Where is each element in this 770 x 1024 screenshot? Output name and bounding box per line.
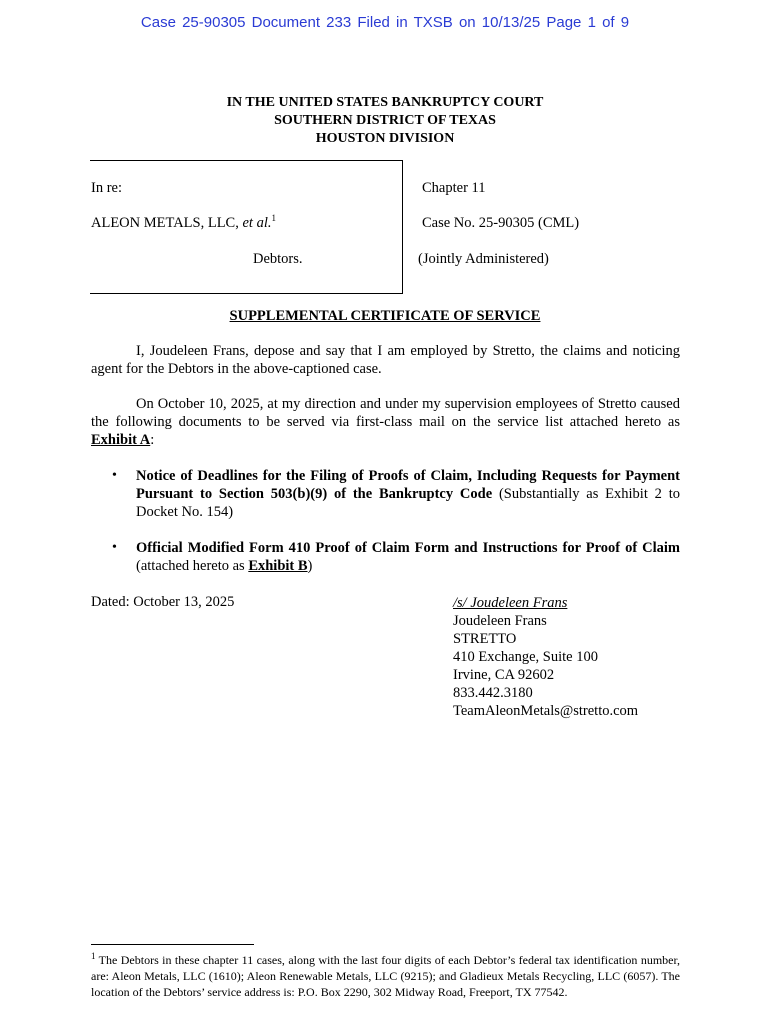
paragraph-2 [91,395,680,449]
signer-company: STRETTO [453,631,517,647]
court-line-2: SOUTHERN DISTRICT OF TEXAS [274,113,496,128]
filing-stamp-header: Case 25-90305 Document 233 Filed in TXSB on 10/13/25 Page 1 of 9 [140,14,630,31]
footnote-ref: 1 [271,213,276,224]
footnote-text: The Debtors in these chapter 11 cases, along with the last four digits of each Debtor’s federal tax identification number, are: Aleon Metals, LLC (1610); Aleon Renewable Metals, LLC (9215); and Gladieux Metals Recycling, LLC (6057). The location of the Debtors’ service address is: P.O. Box 2290, 302 Midway Road, Freeport, TX 77542. [91,953,680,999]
exhibit-b-ref: Exhibit B [248,558,308,574]
bullet-2-pre: (attached hereto as [136,558,249,574]
bullet-item-1 [136,467,680,521]
jointly-administered: (Jointly Administered) [418,251,549,267]
debtors-label: Debtors. [253,251,303,267]
court-line-1: IN THE UNITED STATES BANKRUPTCY COURT [226,95,544,110]
signer-email: TeamAleonMetals@stretto.com [453,703,639,719]
footnote-divider [91,944,254,945]
bullet-2-post: ) [307,558,313,574]
paragraph-2-text: On October 10, 2025, at my direction and under my supervision employees of Stretto caused the following documents to be served via first-class mail on the service list attached hereto as [91,396,680,430]
chapter-label: Chapter 11 [422,180,486,196]
footnote-number: 1 [91,951,96,961]
bullet-dot-1: • [112,468,117,483]
paragraph-1: I, Joudeleen Frans, depose and say that I am employed by Stretto, the claims and noticing agent for the Debtors in the above-captioned case. [91,343,680,377]
et-al-text: et al. [242,215,272,231]
bullet-2-bold: Official Modified Form 410 Proof of Claim Form and Instructions for Proof of Claim [136,540,680,556]
bullet-1-normal: (Substantially as Exhibit 2 to Docket No. 154) [136,486,680,520]
case-number: Case No. 25-90305 (CML) [422,215,580,231]
bullet-item-2 [136,539,680,575]
court-heading [0,94,770,148]
court-line-3: HOUSTON DIVISION [315,131,455,146]
debtor-name-text: ALEON METALS, LLC, [91,215,243,231]
bullet-1-bold: Notice of Deadlines for the Filing of Proofs of Claim, Including Requests for Payment Pursuant to Section 503(b)(9) of the Bankruptcy Code [136,468,680,502]
signer-phone: 833.442.3180 [453,685,533,701]
in-re-label: In re: [91,180,122,196]
signature-line: /s/ Joudeleen Frans [453,595,568,611]
dated-line: Dated: October 13, 2025 [91,594,235,610]
signer-address-1: 410 Exchange, Suite 100 [453,649,598,665]
paragraph-2-end: : [150,432,155,448]
bullet-dot-2: • [112,540,117,555]
debtor-name [91,215,276,232]
exhibit-a-ref: Exhibit A [91,432,151,448]
document-title: SUPPLEMENTAL CERTIFICATE OF SERVICE [229,308,541,324]
footnote [91,952,680,1000]
signer-name: Joudeleen Frans [453,613,547,629]
signer-address-2: Irvine, CA 92602 [453,667,555,683]
